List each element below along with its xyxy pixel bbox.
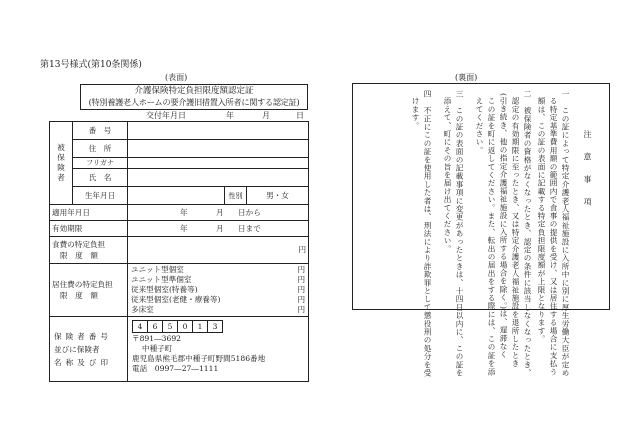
insurer-number-boxes bbox=[132, 320, 223, 333]
food-limit-label: 食費の特定負担 限 度 額 bbox=[50, 237, 128, 264]
residence-row-label: ユニット型個室 bbox=[131, 265, 184, 274]
note-line: る特定基準費用額の範囲内で食事の提供を受け、又は居住する場合に支払う bbox=[549, 97, 558, 376]
certificate-title-box bbox=[80, 84, 308, 110]
residence-row-unit: 円 bbox=[297, 305, 306, 314]
insurer-digit: 1 bbox=[193, 320, 208, 333]
birth-date-label: 生年月日 bbox=[73, 187, 128, 205]
insurer-phone: 電話 0997―27―1111 bbox=[132, 364, 219, 373]
note-line: 認定の有効期限に至ったとき、又は特定介護老人福祉施設を退所したとき bbox=[511, 97, 520, 368]
residence-row-label: 多床室 bbox=[131, 305, 154, 314]
note-line: 添えて、町にその旨を届け出てください。 bbox=[443, 97, 452, 253]
residence-limit-label: 居住費の特定負担 限 度 額 bbox=[50, 264, 128, 317]
note-line: 二 被保険者の資格がなくなったとき、認定の条件に該当しなくなったとき、 bbox=[523, 90, 532, 377]
apply-year-unit: 年 bbox=[180, 207, 188, 217]
insured-number-label: 番 号 bbox=[73, 122, 128, 140]
insurer-digit: 3 bbox=[208, 320, 223, 333]
insurer-name: 中種子町 bbox=[142, 344, 173, 353]
note-line: この証を町に返してください。また、転出の届出をする際には、この証を添 bbox=[487, 97, 496, 376]
residence-limit-field bbox=[128, 264, 309, 317]
residence-row-unit: 円 bbox=[297, 275, 306, 284]
issue-year-unit: 年 bbox=[226, 111, 234, 120]
residence-row-label: 従来型個室(老健・療養等) bbox=[131, 295, 221, 304]
note-line: (引き続き、他の指定介護福祉施設に入所する場合を除く。)は、遅滞なく bbox=[499, 93, 508, 359]
issue-date-label: 交付年月日 bbox=[146, 111, 186, 120]
back-side-label: (裏面) bbox=[455, 73, 478, 82]
sex-value[interactable]: 男・女 bbox=[247, 187, 309, 205]
apply-month-unit: 月 bbox=[216, 207, 224, 217]
note-line: えてください。 bbox=[475, 97, 484, 155]
certificate-subtitle: (特別養護老人ホームの要介護旧措置入所者に関する認定証) bbox=[88, 97, 300, 107]
expiry-month-unit: 月 bbox=[216, 223, 224, 233]
furigana-label: フリガナ bbox=[73, 158, 128, 169]
expiry-field[interactable] bbox=[128, 221, 309, 237]
insured-number-field[interactable] bbox=[128, 122, 309, 140]
name-field[interactable] bbox=[128, 169, 309, 187]
insurer-label: 保険者番号 並びに保険者 名称及び印 bbox=[50, 317, 128, 382]
insurer-postal-code: 〒891―3692 bbox=[132, 334, 182, 343]
residence-row-label: 従来型個室(特養等) bbox=[131, 285, 198, 294]
residence-row-unit: 円 bbox=[297, 265, 306, 274]
expiry-label: 有効期限 bbox=[50, 221, 128, 237]
issue-day-unit: 日 bbox=[296, 111, 304, 120]
insurer-field bbox=[128, 317, 309, 382]
note-line: 三 この証の表面の記載事項に変更があったときは、十四日以内に、この証を bbox=[455, 90, 464, 377]
expiry-year-unit: 年 bbox=[180, 223, 188, 233]
certificate-table bbox=[49, 121, 309, 382]
food-limit-unit: 円 bbox=[298, 245, 307, 254]
apply-date-label: 適用年月日 bbox=[50, 205, 128, 221]
residence-row-unit: 円 bbox=[297, 285, 306, 294]
insured-group-label: 被 保 険 者 bbox=[50, 122, 73, 205]
insurer-digit: 4 bbox=[133, 320, 148, 333]
apply-date-field[interactable] bbox=[128, 205, 309, 221]
front-side-label: (表面) bbox=[165, 73, 188, 82]
insurer-address: 鹿児島県熊毛郡中種子町野間5186番地 bbox=[132, 354, 266, 363]
insurer-digit: 5 bbox=[163, 320, 178, 333]
food-limit-field[interactable] bbox=[128, 237, 309, 264]
birth-date-field[interactable] bbox=[128, 187, 225, 205]
note-line: 額は、この証の表面に記載する特定負担限度額が上限となります。 bbox=[537, 97, 546, 343]
name-label: 氏 名 bbox=[73, 169, 128, 187]
residence-row-label: ユニット型準個室 bbox=[131, 275, 192, 284]
insurer-digit: 0 bbox=[178, 320, 193, 333]
note-line: 一 この証によって特定介護老人福祉施設に入所中に別に厚生労働大臣が定め bbox=[561, 90, 570, 377]
address-label: 住 所 bbox=[73, 140, 128, 158]
address-field[interactable] bbox=[128, 140, 309, 158]
expiry-day-suffix: 日まで bbox=[238, 223, 261, 233]
notes-heading: 注 意 事 項 bbox=[583, 130, 592, 212]
note-line: けます。 bbox=[411, 97, 420, 130]
insurer-digit: 6 bbox=[148, 320, 163, 333]
residence-row-unit: 円 bbox=[297, 295, 306, 304]
sex-label: 性別 bbox=[225, 187, 247, 205]
form-number: 第13号様式(第10条関係) bbox=[40, 60, 142, 70]
apply-day-suffix: 日から bbox=[238, 207, 261, 217]
note-line: 四 不正にこの証を使用した者は、刑法により詐欺罪として懲役刑の処分を受 bbox=[423, 90, 432, 377]
furigana-field[interactable] bbox=[128, 158, 309, 169]
certificate-title: 介護保険特定負担限度額認定証 bbox=[134, 86, 254, 96]
issue-month-unit: 月 bbox=[262, 111, 270, 120]
